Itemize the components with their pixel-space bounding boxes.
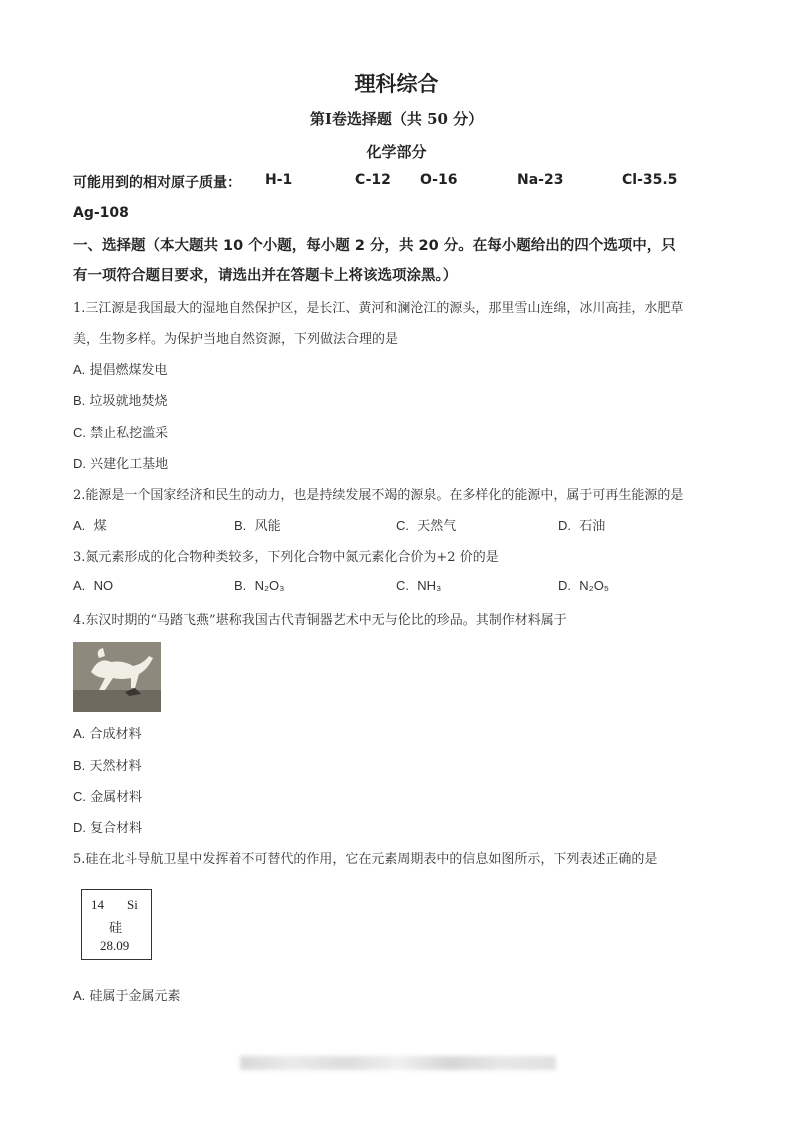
q1-option-a: A. 提倡燃煤发电 — [73, 362, 168, 378]
mass-cl: Cl-35.5 — [622, 172, 678, 188]
q5-option-a: A. 硅属于金属元素 — [73, 988, 181, 1004]
page-subtitle: 第Ⅰ卷选择题（共 50 分） — [309, 110, 484, 128]
q4-option-b: B. 天然材料 — [73, 758, 142, 774]
q3-option-c: C. NH₃ — [396, 578, 442, 593]
mass-c: C-12 — [355, 172, 391, 188]
q3-text: 3.氮元素形成的化合物种类较多，下列化合物中氮元素化合价为+2 价的是 — [73, 550, 499, 565]
q2-option-c: C. 天然气 — [396, 518, 457, 534]
mass-ag: Ag-108 — [73, 205, 129, 221]
q4-option-c: C. 金属材料 — [73, 789, 143, 805]
section-title: 化学部分 — [366, 143, 427, 161]
q1-option-c: C. 禁止私挖滥采 — [73, 425, 169, 441]
q2-text: 2.能源是一个国家经济和民生的动力，也是持续发展不竭的源泉。在多样化的能源中，属于可再生能源的是 — [73, 488, 684, 503]
page-title: 理科综合 — [354, 71, 439, 96]
q3-option-b: B. N₂O₃ — [234, 578, 285, 593]
bronze-horse-image — [73, 642, 161, 712]
q1-option-d: D. 兴建化工基地 — [73, 456, 169, 472]
q2-option-d: D. 石油 — [558, 518, 606, 534]
q1-text-line2: 美，生物多样。为保护当地自然资源，下列做法合理的是 — [73, 332, 399, 347]
q3-option-a: A. NO — [73, 578, 114, 593]
q4-text: 4.东汉时期的“马踏飞燕”堪称我国古代青铜器艺术中无与伦比的珍品。其制作材料属于 — [73, 613, 567, 628]
q2-option-a: A. 煤 — [73, 518, 107, 534]
q5-text: 5.硅在北斗导航卫星中发挥着不可替代的作用，它在元素周期表中的信息如图所示，下列表述正确的是 — [73, 852, 658, 867]
element-number: 14 — [91, 897, 104, 912]
part-one-line1: 一、选择题（本大题共 10 个小题，每小题 2 分，共 20 分。在每小题给出的四个选项中，只 — [73, 238, 676, 254]
q4-option-d: D. 复合材料 — [73, 820, 143, 836]
footer-watermark — [240, 1056, 556, 1070]
part-one-line2: 有一项符合题目要求，请选出并在答题卡上将该选项涂黑。） — [73, 268, 458, 284]
q1-option-b: B. 垃圾就地焚烧 — [73, 393, 168, 409]
q3-option-d: D. N₂O₅ — [558, 578, 610, 593]
masses-label: 可能用到的相对原子质量： — [73, 175, 241, 191]
element-card-silicon — [81, 889, 152, 960]
q2-option-b: B. 风能 — [234, 518, 281, 534]
element-symbol: Si — [127, 897, 138, 912]
q1-text-line1: 1.三江源是我国最大的湿地自然保护区，是长江、黄河和澜沧江的源头，那里雪山连绵，冰川高挂，水肥草 — [73, 301, 684, 316]
element-name: 硅 — [109, 920, 123, 935]
q4-option-a: A. 合成材料 — [73, 726, 142, 742]
mass-na: Na-23 — [517, 172, 564, 188]
element-mass: 28.09 — [100, 938, 130, 953]
mass-o: O-16 — [420, 172, 458, 188]
mass-h: H-1 — [265, 172, 293, 188]
